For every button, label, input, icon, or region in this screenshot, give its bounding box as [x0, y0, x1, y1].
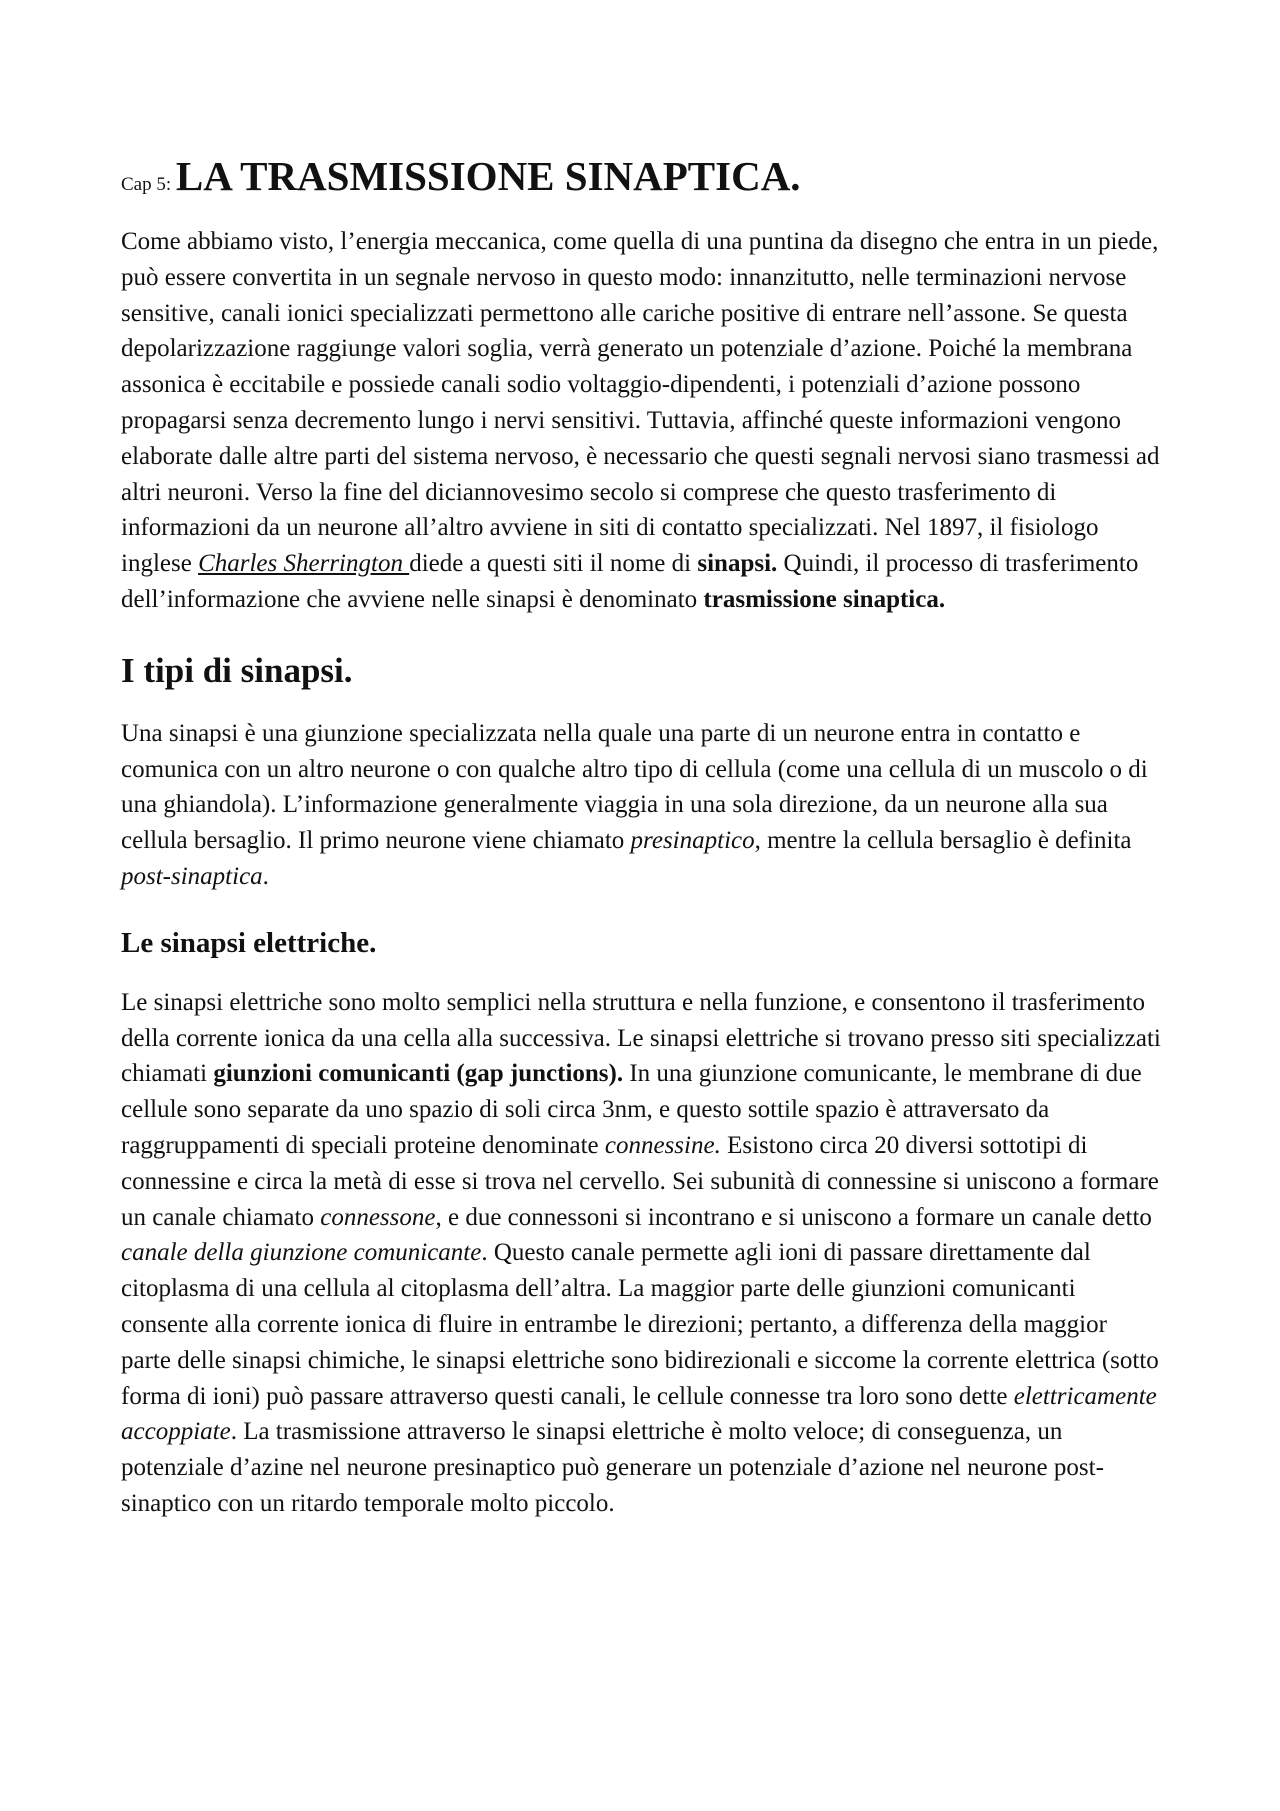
chapter-label: Cap 5: — [121, 174, 176, 195]
electric-paragraph — [121, 985, 1161, 1522]
electric-text-2: In una giunzione comunicante, le membrane di due cellule sono separate da uno spazio di soli circa 3nm, e questo sottile spazio è attraversato da raggruppamenti di speciali proteine denominate — [121, 1060, 1142, 1159]
types-text-1: Una sinapsi è una giunzione specializzata nella quale una parte di un neurone entra in contatto e comunica con un altro neurone o con qualche altro tipo di cellula (come una cellula di un muscolo o di una ghiandola). L’informazione generalmente viaggia in una sola direzione, da un neurone alla sua cellula bersaglio. Il primo neurone viene chiamato — [121, 719, 1148, 855]
types-text-3: . — [262, 862, 269, 890]
intro-bold-trasmissione: trasmissione sinaptica. — [703, 585, 946, 613]
sherrington-link[interactable]: Charles Sherrington — [198, 550, 410, 578]
types-section-heading: I tipi di sinapsi. — [121, 650, 353, 690]
intro-paragraph — [121, 224, 1161, 618]
electric-italic-canale: canale della giunzione comunicante — [121, 1239, 482, 1267]
electric-text-3: Esistono circa 20 diversi sottotipi di connessine e circa la metà di esse si trova nel cervello. Sei subunità di connessine si uniscono a formare un canale chiamato — [121, 1131, 1159, 1231]
electric-text-6: . La trasmissione attraverso le sinapsi elettriche è molto veloce; di conseguenza, un potenziale d’azine nel neurone presinaptico può generare un potenziale d’azione nel neurone post-sinaptico con un ritardo temporale molto piccolo. — [121, 1418, 1104, 1517]
electric-text-1: Le sinapsi elettriche sono molto semplici nella struttura e nella funzione, e consentono il trasferimento della corrente ionica da una cella alla successiva. Le sinapsi elettriche si trovano presso siti specializzati chiamati — [121, 988, 1161, 1088]
intro-text-3: Quindi, il processo di trasferimento dell’informazione che avviene nelle sinapsi è denominato — [121, 550, 1139, 613]
types-italic-presinaptico: presinaptico — [630, 827, 755, 855]
electric-text-4: , e due connessoni si incontrano e si uniscono a formare un canale detto — [435, 1203, 1152, 1231]
intro-text-1: Come abbiamo visto, l’energia meccanica, come quella di una puntina da disegno che entra in un piede, può essere convertita in un segnale nervoso in questo modo: innanzitutto, nelle terminazioni nervose sensitive, canali ionici specializzati permettono alle cariche positive di entrare nell’assone. Se questa depolarizzazione raggiunge valori soglia, verrà generato un potenziale d’azione. Poiché la membrana assonica è eccitabile e possiede canali sodio voltaggio-dipendenti, i potenziali d’azione possono propagarsi senza decremento lungo i nervi sensitivi. Tuttavia, affinché queste informazioni vengono elaborate dalle altre parti del sistema nervoso, è necessario che questi segnali nervosi siano trasmessi ad altri neuroni. Verso la fine del diciannovesimo secolo si comprese che questo trasferimento di informazioni da un neurone all’altro avviene in siti di contatto specializzati. Nel 1897, il fisiologo inglese — [121, 228, 1160, 578]
electric-bold-giunzioni: giunzioni comunicanti (gap junctions). — [213, 1060, 624, 1088]
chapter-title: LA TRASMISSIONE SINAPTICA. — [175, 153, 801, 199]
electric-section-heading: Le sinapsi elettriche. — [121, 926, 377, 959]
intro-bold-sinapsi: sinapsi. — [697, 550, 778, 578]
intro-text-2: diede a questi siti il nome di — [409, 550, 698, 578]
types-paragraph — [121, 716, 1161, 895]
types-italic-postsinaptica: post-sinaptica — [121, 862, 263, 890]
electric-italic-connessone: connessone — [320, 1203, 436, 1231]
types-text-2: , mentre la cellula bersaglio è definita — [754, 827, 1132, 855]
document-page — [121, 148, 1161, 1522]
electric-text-5: . Questo canale permette agli ioni di passare direttamente dal citoplasma di una cellula al citoplasma dell’altra. La maggior parte delle giunzioni comunicanti consente alla corrente ionica di fluire in entrambe le direzioni; pertanto, a differenza della maggior parte delle sinapsi chimiche, le sinapsi elettriche sono bidirezionali e siccome la corrente elettrica (sotto forma di ioni) può passare attraverso questi canali, le cellule connesse tra loro sono dette — [121, 1239, 1159, 1410]
electric-italic-accoppiate: elettricamente accoppiate — [121, 1382, 1157, 1446]
chapter-heading — [121, 148, 1161, 214]
electric-italic-connessine: connessine. — [604, 1131, 721, 1159]
